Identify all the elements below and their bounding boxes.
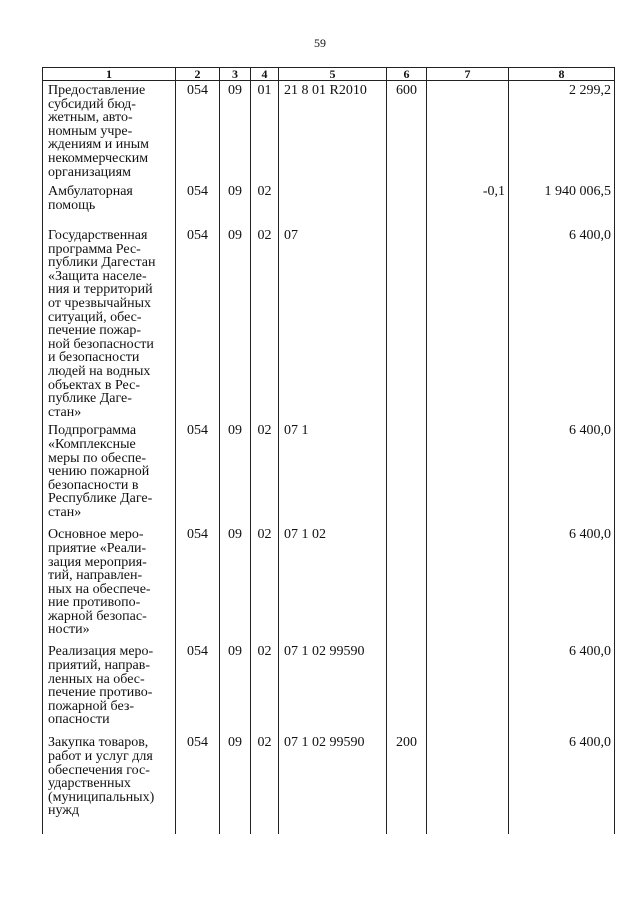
table-row [43,180,615,224]
table-row [43,731,615,834]
name-line: и безопасности [48,350,140,366]
cell-pr: 02 [251,180,279,224]
cell-name [43,731,176,834]
cell-change [427,640,509,731]
name-line: обеспечения гос- [48,762,150,778]
cell-rzd: 054 [176,224,220,419]
name-line: некоммерческим [48,150,149,166]
cell-vr [387,180,427,224]
name-line: пожарной без- [48,698,135,714]
cell-vr: 200 [387,731,427,834]
cell-change [427,731,509,834]
name-line: ния и территорий [48,282,153,298]
table-row [43,419,615,523]
table-row [43,523,615,640]
name-line: жарной безопас- [48,608,147,624]
cell-vr: 600 [387,81,427,181]
cell-rzd: 054 [176,180,220,224]
name-line: Амбулаторная [48,184,133,199]
cell-sum: 6 400,0 [509,731,615,834]
cell-rz: 09 [220,419,251,523]
cell-name [43,419,176,523]
cell-csr: 21 8 01 R2010 [279,81,387,181]
cell-sum: 6 400,0 [509,419,615,523]
cell-change [427,419,509,523]
cell-rzd: 054 [176,523,220,640]
name-line: помощь [48,197,96,213]
name-line: (муниципальных) [48,789,155,805]
name-line: публике Даге- [48,391,132,407]
cell-rz: 09 [220,523,251,640]
cell-pr: 02 [251,419,279,523]
name-line: «Комплексные [48,436,136,452]
cell-change [427,523,509,640]
name-line: печение противо- [48,685,153,701]
table-row [43,81,615,181]
cell-csr [279,180,387,224]
cell-sum: 1 940 006,5 [509,180,615,224]
name-line: ситуаций, обес- [48,309,142,325]
cell-vr [387,523,427,640]
cell-sum: 6 400,0 [509,224,615,419]
column-header-5: 5 [279,68,387,81]
page-number: 59 [314,36,326,50]
cell-pr: 02 [251,224,279,419]
name-line: ности» [48,622,90,638]
cell-name [43,81,176,181]
name-line: ной безопасности [48,336,154,352]
name-line: стан» [48,504,82,520]
cell-rzd: 054 [176,640,220,731]
name-line: объектах в Рес- [48,377,140,393]
name-line: Реализация меро- [48,644,154,660]
name-line: чению пожарной [48,464,150,480]
cell-change: -0,1 [427,180,509,224]
cell-change [427,81,509,181]
name-line: Предоставление [48,83,146,98]
table-row [43,224,615,419]
header-row [43,68,615,81]
column-header-2: 2 [176,68,220,81]
column-header-3: 3 [220,68,251,81]
cell-name [43,180,176,224]
name-line: организациям [48,164,131,180]
name-line: номным учре- [48,123,133,139]
cell-rz: 09 [220,180,251,224]
name-line: ных на обеспече- [48,581,151,597]
name-line: приятие «Реали- [48,540,147,556]
name-line: от чрезвычайных [48,295,152,311]
name-line: Основное меро- [48,527,144,543]
column-header-7: 7 [427,68,509,81]
name-line: людей на водных [48,363,151,379]
name-line: безопасности в [48,477,139,493]
column-header-4: 4 [251,68,279,81]
budget-table [42,67,615,834]
cell-rz: 09 [220,640,251,731]
cell-csr: 07 [279,224,387,419]
cell-sum: 6 400,0 [509,640,615,731]
cell-rzd: 054 [176,419,220,523]
name-line: ждениям и иным [48,137,150,153]
name-line: жетным, авто- [48,110,133,126]
name-line: нужд [48,803,80,819]
name-line: программа Рес- [48,241,141,257]
cell-rz: 09 [220,731,251,834]
name-line: ударственных [48,776,131,792]
column-header-6: 6 [387,68,427,81]
cell-pr: 02 [251,523,279,640]
cell-change [427,224,509,419]
cell-sum: 2 299,2 [509,81,615,181]
name-line: субсидий бюд- [48,96,136,112]
column-header-8: 8 [509,68,615,81]
cell-name [43,224,176,419]
cell-rz: 09 [220,224,251,419]
cell-csr: 07 1 02 [279,523,387,640]
name-line: стан» [48,404,82,420]
cell-rzd: 054 [176,731,220,834]
column-header-1: 1 [43,68,176,81]
name-line: опасности [48,712,110,728]
cell-rzd: 054 [176,81,220,181]
cell-name [43,640,176,731]
cell-rz: 09 [220,81,251,181]
name-line: Закупка товаров, [48,735,149,751]
name-line: меры по обеспе- [48,450,147,466]
cell-pr: 02 [251,640,279,731]
name-line: Республике Даге- [48,491,153,507]
cell-csr: 07 1 [279,419,387,523]
name-line: ние противопо- [48,595,141,611]
name-line: зация мероприя- [48,554,147,570]
name-line: тий, направлен- [48,568,143,584]
name-line: Подпрограмма [48,423,137,439]
name-line: Государственная [48,228,148,243]
name-line: печение пожар- [48,323,142,339]
table-row [43,640,615,731]
name-line: работ и услуг для [48,748,153,764]
name-line: публики Дагестан [48,255,156,271]
cell-name [43,523,176,640]
cell-vr [387,224,427,419]
cell-csr: 07 1 02 99590 [279,640,387,731]
name-line: ленных на обес- [48,671,145,687]
name-line: приятий, направ- [48,657,151,673]
cell-pr: 01 [251,81,279,181]
cell-csr: 07 1 02 99590 [279,731,387,834]
cell-vr [387,419,427,523]
cell-vr [387,640,427,731]
name-line: «Защита населе- [48,268,147,284]
cell-sum: 6 400,0 [509,523,615,640]
cell-pr: 02 [251,731,279,834]
